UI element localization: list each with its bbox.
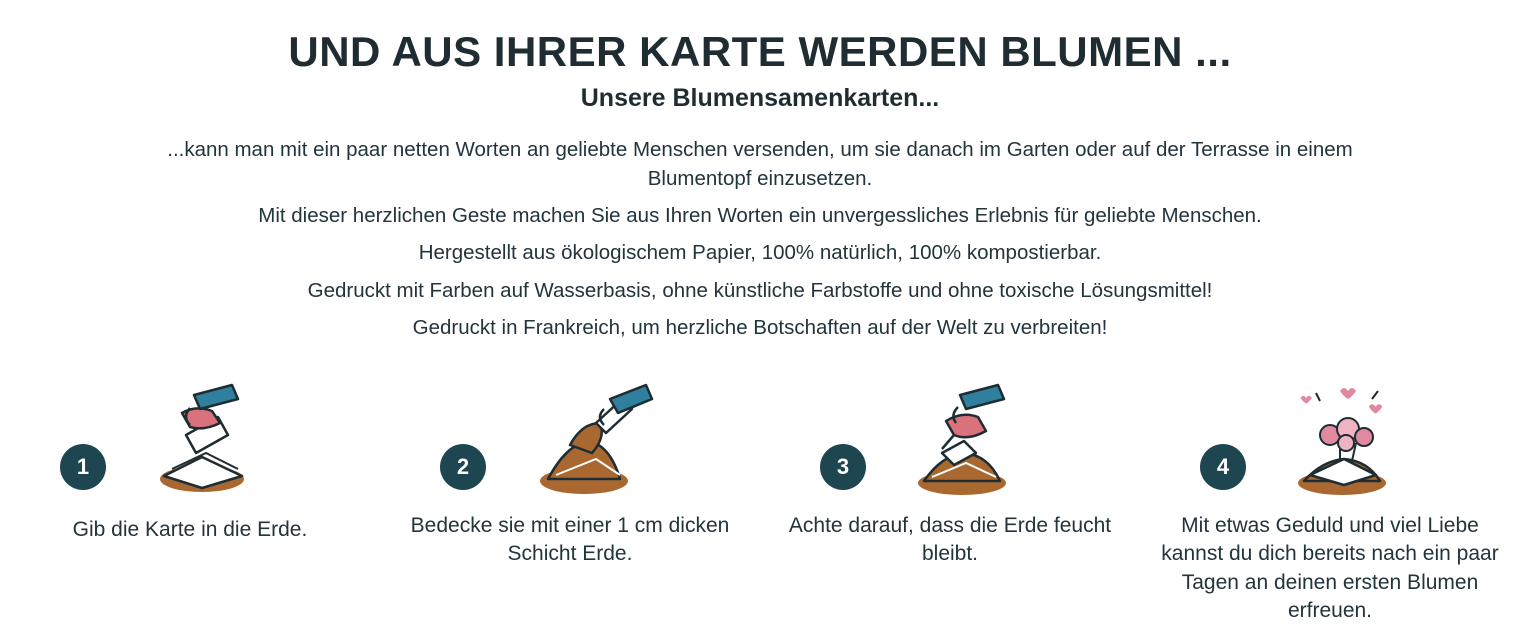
- hand-watering-soil-icon: [880, 383, 1040, 498]
- description-paragraph: Gedruckt mit Farben auf Wasserbasis, ohne künstliche Farbstoffe und ohne toxische Lösungsmittel!: [307, 278, 1213, 302]
- step-item: [380, 378, 760, 569]
- step-item: [1140, 378, 1520, 625]
- step-number-badge: 1: [60, 444, 106, 490]
- step-number-badge: 2: [440, 444, 486, 490]
- step-visual: [420, 378, 720, 498]
- hand-with-trowel-covering-soil-icon: [500, 383, 660, 498]
- step-caption: Gib die Karte in die Erde.: [72, 518, 308, 541]
- step-visual: [1180, 378, 1480, 498]
- page-title: UND AUS IHRER KARTE WERDEN BLUMEN ...: [288, 28, 1232, 75]
- step-item: [760, 378, 1140, 569]
- description-paragraph: Hergestellt aus ökologischem Papier, 100% natürlich, 100% kompostierbar.: [418, 241, 1102, 265]
- blooming-flowers-with-hearts-icon: [1260, 383, 1420, 498]
- description-paragraph: Mit dieser herzlichen Geste machen Sie aus Ihren Worten ein unvergessliches Erlebnis für geliebte Menschen.: [258, 204, 1262, 228]
- step-caption: Achte darauf, dass die Erde feucht bleibt.: [788, 514, 1112, 566]
- page-subtitle: Unsere Blumensamenkarten...: [580, 84, 940, 113]
- step-caption: Mit etwas Geduld und viel Liebe kannst du dich bereits nach ein paar Tagen an deinen ersten Blumen erfreuen.: [1161, 514, 1499, 623]
- step-number-badge: 4: [1200, 444, 1246, 490]
- hand-placing-card-in-soil-icon: [120, 383, 280, 498]
- promo-page: [0, 30, 1520, 640]
- step-number-badge: 3: [820, 444, 866, 490]
- description-paragraph: Gedruckt in Frankreich, um herzliche Botschaften auf der Welt zu verbreiten!: [412, 315, 1108, 339]
- steps-list: [0, 378, 1520, 625]
- step-caption: Bedecke sie mit einer 1 cm dicken Schicht Erde.: [410, 514, 730, 566]
- step-visual: [40, 378, 340, 498]
- description-block: [120, 135, 1400, 342]
- description-paragraph: ...kann man mit ein paar netten Worten an geliebte Menschen versenden, um sie danach im Garten oder auf der Terrasse in einem Blumentopf einzusetzen.: [167, 138, 1353, 191]
- step-item: [0, 378, 380, 544]
- step-visual: [800, 378, 1100, 498]
